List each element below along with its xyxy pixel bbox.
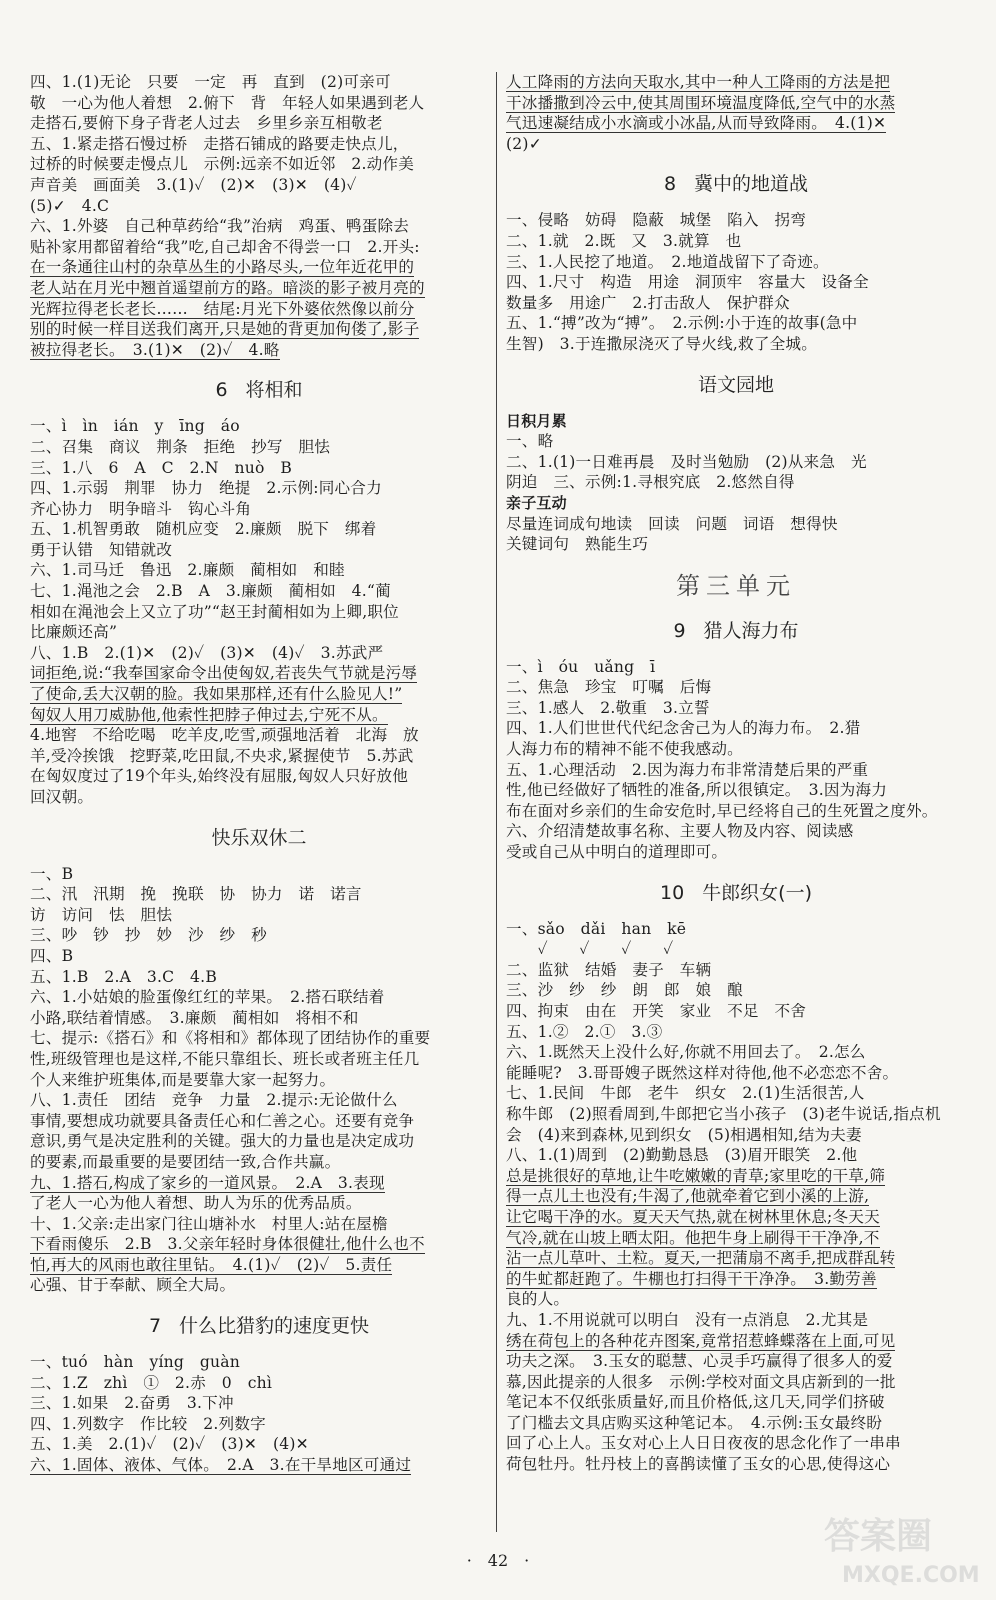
answer-line-text: 个人来维护班集体,而是要靠大家一起努力。 — [30, 1070, 336, 1089]
lesson9-heading — [506, 619, 966, 643]
answer-line-text: 布在面对乡亲们的生命安危时,早已经将自己的生死置之度外。 — [506, 801, 938, 820]
answer-line — [30, 519, 488, 540]
answer-line — [30, 705, 488, 726]
answer-line — [30, 864, 488, 885]
answer-line — [30, 905, 488, 926]
answer-line-text: 了门槛去文具店购买这种笔记本。 4.示例:玉女最终盼 — [506, 1413, 883, 1432]
answer-line-text: 二、监狱 结婚 妻子 车辆 — [506, 960, 712, 979]
answer-line — [30, 946, 488, 967]
lesson7-title: 什么比猎豹的速度更快 — [179, 1315, 370, 1338]
lesson6-heading — [30, 378, 488, 402]
answer-line-text: 受或自己从中明白的道理即可。 — [506, 843, 728, 862]
answer-line — [30, 663, 488, 684]
left-column — [30, 72, 488, 1476]
answer-line-text: 四、1.列数字 作比较 2.列数字 — [30, 1414, 266, 1433]
lesson8-title: 冀中的地道战 — [694, 173, 809, 196]
answer-line — [506, 1372, 966, 1393]
answer-line-text: 三、1.如果 2.奋勇 3.下冲 — [30, 1394, 234, 1413]
answer-line — [506, 472, 966, 493]
answer-line-text: 四、1.尺寸 构造 用途 洞顶牢 容量大 设备全 — [506, 273, 869, 292]
lesson5-answers-part6 — [30, 216, 488, 360]
answer-line-text: 怕,再大的风雨也敢往里钻。 4.(1)✓ (2)✓ 5.责任 — [30, 1255, 393, 1274]
answer-line-text: 良的人。 — [506, 1290, 570, 1309]
answer-line-text: 回汉朝。 — [30, 788, 94, 806]
answer-line — [506, 1331, 966, 1352]
answer-line-text: 六、1.外婆 自己种草药给“我”治病 鸡蛋、鸭蛋除去 — [30, 217, 410, 236]
answer-line-text: 气冷,就在山坡上晒太阳。他把牛身上刷得干干净净,不 — [506, 1228, 880, 1247]
answer-line-text: 五、1.B 2.A 3.C 4.B — [30, 967, 217, 986]
lesson10-answers — [506, 919, 966, 1475]
answer-line — [30, 237, 488, 258]
answer-line — [506, 1269, 966, 1290]
answer-line-text: 二、1.(1)一日难再晨 及时当勉励 (2)从来急 光 — [506, 452, 867, 471]
answer-line — [30, 1214, 488, 1235]
answer-line-text: 贴补家用都留着给“我”吃,自己却舍不得尝一口 2.开头: — [30, 237, 420, 256]
answer-line-text: 沾一点儿草叶、土粒。夏天,一把蒲扇不离手,把成群乱转 — [506, 1249, 896, 1268]
yuwen-yuandi-heading — [506, 373, 966, 397]
answer-line-text: 一、tuó hàn yíng guàn — [30, 1353, 241, 1372]
answer-line-text: 干冰播撒到冷云中,使其周围环境温度降低,空气中的水蒸 — [506, 93, 896, 112]
weekend2-heading — [30, 826, 488, 850]
lesson9-number: 9 — [673, 619, 686, 642]
answer-line-text: 小路,联结着情感。 3.廉颇 蔺相如 将相不和 — [30, 1008, 359, 1027]
answer-line — [30, 1008, 488, 1029]
answer-line — [506, 718, 966, 739]
answer-line — [506, 1001, 966, 1022]
answer-line — [506, 1433, 966, 1454]
answer-line — [30, 540, 488, 561]
answer-line — [506, 698, 966, 719]
answer-line-text: 五、1.心理活动 2.因为海力布非常清楚后果的严重 — [506, 760, 869, 779]
answer-line — [30, 581, 488, 602]
answer-line-text: 齐心协力 明争暗斗 钩心斗角 — [30, 499, 252, 518]
answer-line — [30, 560, 488, 581]
answer-line — [30, 1393, 488, 1414]
answer-line-text: 得一点儿土也没有;牛渴了,他就牵着它到小溪的上游, — [506, 1187, 870, 1206]
lesson8-heading — [506, 172, 966, 196]
answer-line — [30, 1173, 488, 1194]
answer-line — [30, 216, 488, 237]
lesson8-number: 8 — [663, 173, 677, 196]
answer-line-text: 勇于认错 知错就改 — [30, 540, 173, 559]
answer-line-text: 气迅速凝结成小水滴或小冰晶,从而导致降雨。 4.(1)✕ — [506, 114, 887, 133]
answer-line-text: 让它喝干净的水。夏天天气热,就在树林里休息;冬天天 — [506, 1207, 880, 1226]
lesson8-answers — [506, 210, 966, 354]
answer-line-text: 一、B — [30, 864, 74, 883]
answer-line — [30, 319, 488, 340]
lesson6-answers — [30, 416, 488, 807]
answer-line-text: 一、ì óu uǎng ī — [506, 657, 656, 676]
answer-line-text: 六、1.小姑娘的脸蛋像红红的苹果。 2.搭石联结着 — [30, 988, 385, 1007]
answer-line — [506, 272, 966, 293]
answer-line — [506, 821, 966, 842]
answer-line — [30, 1090, 488, 1111]
weekend2-answers — [30, 864, 488, 1296]
answer-line-text: 一、侵略 妨碍 隐蔽 城堡 陷入 拐弯 — [506, 211, 807, 230]
answer-line-text: 被拉得老长。 3.(1)✕ (2)✓ 4.略 — [30, 340, 280, 359]
answer-line — [506, 1104, 966, 1125]
answer-line — [506, 231, 966, 252]
answer-line — [30, 967, 488, 988]
answer-line — [506, 1145, 966, 1166]
riji-answers — [506, 431, 966, 493]
answer-line-text: 十、1.父亲:走出家门往山塘补水 村里人:站在屋檐 — [30, 1214, 388, 1233]
answer-line — [30, 1131, 488, 1152]
answer-line-text: 声音美 画面美 3.(1)✓ (2)✕ (3)✕ (4)✓ — [30, 175, 357, 194]
answer-line-text: 三、1.感人 2.敬重 3.立誓 — [506, 698, 710, 717]
qinzi-answers — [506, 514, 966, 555]
answer-line-text: 五、1.机智勇敢 随机应变 2.廉颇 脱下 绑着 — [30, 520, 377, 539]
answer-line-text: 功夫之深。 3.玉女的聪慧、心灵手巧赢得了很多人的爱 — [506, 1352, 893, 1371]
lesson7-number: 7 — [148, 1315, 162, 1338]
answer-line — [30, 113, 488, 134]
answer-line — [30, 643, 488, 664]
answer-line — [30, 622, 488, 643]
answer-line-text: 在一条通往山村的杂草丛生的小路尽头,一位年近花甲的 — [30, 258, 415, 277]
answer-line-text: 四、1.人们世世代代纪念舍己为人的海力布。 2.猎 — [506, 719, 861, 738]
answer-line-text: 四、B — [30, 946, 74, 965]
right-column — [506, 72, 966, 1475]
answer-line — [30, 458, 488, 479]
answer-line-text: 六、1.司马迁 鲁迅 2.廉颇 蔺相如 和睦 — [30, 561, 345, 580]
answer-line — [506, 514, 966, 535]
answer-line — [506, 1042, 966, 1063]
answer-line-text: 匈奴人用刀威胁他,他索性把脖子伸过去,宁死不从。 — [30, 705, 388, 724]
answer-line — [506, 252, 966, 273]
answer-line — [30, 1049, 488, 1070]
answer-line — [30, 684, 488, 705]
answer-line-text: 羊,受冷挨饿 挖野菜,吃田鼠,不央求,紧握使节 5.苏武 — [30, 746, 414, 765]
lesson6-title: 将相和 — [245, 379, 303, 402]
answer-line-text: 老人站在月光中翘首遥望前方的路。暗淡的影子被月亮的 — [30, 278, 425, 297]
answer-line — [30, 154, 488, 175]
answer-line — [30, 725, 488, 746]
answer-line-text: 一、略 — [506, 432, 554, 451]
answer-line-text: 二、1.Z zhì ① 2.赤 0 chì — [30, 1373, 273, 1392]
answer-line — [30, 766, 488, 787]
answer-line-text: 二、召集 商议 荆条 拒绝 抄写 胆怯 — [30, 437, 331, 456]
answer-line-text: 生智) 3.于连撒尿浇灭了导火线,救了全城。 — [506, 334, 818, 353]
answer-line-text: 七、1.民间 牛郎 老牛 织女 2.(1)生活很苦,人 — [506, 1084, 865, 1103]
answer-line — [30, 1414, 488, 1435]
lesson6-number: 6 — [215, 379, 228, 402]
answer-line — [30, 257, 488, 278]
answer-line-text: 九、1.不用说就可以明白 没有一点消息 2.尤其是 — [506, 1310, 869, 1329]
answer-line — [506, 72, 966, 93]
answer-line-text: 四、拘束 由在 开笑 家业 不足 不舍 — [506, 1002, 807, 1020]
answer-line — [30, 746, 488, 767]
answer-line — [506, 93, 966, 114]
answer-line — [506, 801, 966, 822]
answer-line-text: 性,班级管理也是这样,不能只靠组长、班长或者班主任几 — [30, 1049, 420, 1068]
answer-line-text: 会 (4)来到森林,见到织女 (5)相遇相知,结为夫妻 — [506, 1125, 862, 1144]
answer-line-text: 四、1.(1)无论 只要 一定 再 直到 (2)可亲可 — [30, 73, 391, 91]
answer-line-text: 五、1.紧走搭石慢过桥 走搭石铺成的路要走快点儿， — [30, 134, 409, 153]
answer-line-text: ✓ ✓ ✓ ✓ — [506, 940, 674, 959]
answer-line — [506, 210, 966, 231]
answer-line-text: 别的时候一样目送我们离开,只是她的背更加佝偻了,影子 — [30, 320, 420, 339]
answer-line — [506, 842, 966, 863]
answer-line-text: 二、汛 汛期 挽 挽联 协 协力 诺 诺言 — [30, 885, 362, 904]
answer-line-text: 尽量连词成句地读 回读 问题 词语 想得快 — [506, 514, 838, 533]
answer-line — [30, 987, 488, 1008]
answer-line — [506, 1248, 966, 1269]
answer-line — [30, 1152, 488, 1173]
answer-line-text: 六、1.既然天上没什么好,你就不用回去了。 2.怎么 — [506, 1043, 866, 1062]
answer-line — [506, 293, 966, 314]
answer-line — [30, 1111, 488, 1132]
lesson5-answers-part4 — [30, 72, 488, 134]
answer-line — [506, 313, 966, 334]
answer-line — [30, 299, 488, 320]
answer-line-text: 阴迫 三、示例:1.寻根究底 2.悠然自得 — [506, 473, 795, 492]
answer-line-text: 一、ì ìn ián y īng áo — [30, 417, 240, 436]
answer-line-text: 的牛虻都赶跑了。牛棚也打扫得干干净净。 3.勤劳善 — [506, 1269, 877, 1288]
answer-line-text: 意识,勇气是决定胜利的关键。强大的力量也是决定成功 — [30, 1132, 415, 1151]
unit-three-title: 第三单元 — [676, 571, 796, 600]
answer-line-text: 下看雨傻乐 2.B 3.父亲年轻时身体很健壮,他什么也不 — [30, 1235, 425, 1254]
answer-line — [30, 93, 488, 114]
answer-line — [30, 1255, 488, 1276]
answer-line — [30, 175, 488, 196]
answer-line-text: 荷包牡丹。牡丹枝上的喜鹊读懂了玉女的心思,使得这心 — [506, 1455, 891, 1474]
watermark-url: MXQE.COM — [842, 1563, 980, 1588]
answer-line-text: 称牛郎 (2)照看周到,牛郎把它当小孩子 (3)老牛说话,指点机 — [506, 1104, 941, 1123]
answer-line-text: 六、介绍清楚故事名称、主要人物及内容、阅读感 — [506, 822, 854, 841]
lesson9-title: 猎人海力布 — [703, 619, 799, 642]
answer-line — [506, 334, 966, 355]
answer-line — [30, 1234, 488, 1255]
answer-line — [506, 1289, 966, 1310]
answer-line-text: 五、1.美 2.(1)✓ (2)✓ (3)✕ (4)✕ — [30, 1435, 309, 1454]
answer-line-text: 回了心上人。玉女对心上人日日夜夜的思念化作了一串串 — [506, 1434, 901, 1453]
answer-line — [506, 134, 966, 155]
answer-line-text: 一、sǎo dǎi han kē — [506, 919, 687, 938]
answer-line-text: 相如在渑池会上又立了功”“赵王封蔺相如为上卿,职位 — [30, 602, 399, 621]
answer-line-text: 三、1.人民挖了地道。 2.地道战留下了奇迹。 — [506, 252, 829, 271]
answer-line-text: 八、1.(1)周到 (2)勤勤恳恳 (3)眉开眼笑 2.他 — [506, 1146, 858, 1165]
answer-line — [506, 113, 966, 134]
answer-line — [30, 1275, 488, 1296]
answer-line-text: 4.地窖 不给吃喝 吃羊皮,吃雪,顽强地活着 北海 放 — [30, 726, 419, 745]
answer-line — [30, 196, 488, 217]
answer-line-text: 光辉拉得老长老长…… 结尾:月光下外婆依然像以前分 — [30, 299, 415, 318]
answer-line — [506, 1022, 966, 1043]
riji-yuelei-label: 日积月累 — [506, 411, 567, 430]
answer-line-text: (5)✓ 4.C — [30, 196, 110, 215]
qinzi-hudong-label: 亲子互动 — [506, 493, 567, 512]
answer-line-text: 笔记本不仅纸张质量好,而且价格低,这几天,同学们挤破 — [506, 1393, 885, 1412]
answer-line — [506, 1351, 966, 1372]
answer-line-text: 三、沙 纱 纱 朗 郎 娘 酿 — [506, 981, 743, 1000]
answer-line — [506, 1413, 966, 1434]
answer-line-text: 人海力布的精神不能不使我感动。 — [506, 740, 743, 759]
answer-line — [506, 739, 966, 760]
answer-line-text: 慕,因此提亲的人很多 示例:学校对面文具店新到的一批 — [506, 1372, 896, 1391]
answer-line-text: 八、1.责任 团结 竞争 力量 2.提示:无论做什么 — [30, 1091, 398, 1110]
answer-line — [506, 919, 966, 940]
answer-line — [506, 1125, 966, 1146]
answer-line — [506, 1392, 966, 1413]
answer-line-text: 在匈奴度过了19个年头,始终没有屈服,匈奴人只好放他 — [30, 767, 409, 786]
answer-line-text: 五、1.② 2.① 3.③ — [506, 1022, 663, 1041]
answer-line — [30, 787, 488, 808]
answer-line-text: 比廉颇还高” — [30, 623, 118, 642]
lesson10-number: 10 — [659, 881, 685, 904]
answer-line — [506, 452, 966, 473]
answer-line — [30, 1373, 488, 1394]
answer-line-text: 七、提示:《搭石》和《将相和》都体现了团结协作的重要 — [30, 1029, 431, 1048]
answer-line-text: 走搭石,要俯下身子背老人过去 乡里乡亲互相敬老 — [30, 114, 383, 133]
answer-line-text: 能睡呢? 3.哥哥嫂子既然这样对待他,他不必恋恋不舍。 — [506, 1063, 899, 1082]
answer-line — [506, 760, 966, 781]
answer-line-text: 事情,要想成功就要具备责任心和仁善之心。还要有竞争 — [30, 1111, 415, 1130]
answer-line — [506, 534, 966, 555]
answer-line-text: 九、1.搭石,构成了家乡的一道风景。 2.A 3.表现 — [30, 1173, 385, 1192]
lesson9-answers — [506, 657, 966, 863]
answer-line — [30, 884, 488, 905]
answer-line-text: 访 访问 怯 胆怯 — [30, 905, 173, 924]
answer-line — [506, 1083, 966, 1104]
lesson7-answers-continued — [506, 72, 966, 154]
answer-line-text: 三、吵 钞 抄 妙 沙 纱 秒 — [30, 926, 267, 945]
answer-line-text: 词拒绝,说:“我奉国家命令出使匈奴,若丧失气节就是污辱 — [30, 664, 418, 683]
lesson5-answers-part5 — [30, 134, 488, 216]
answer-line-text: 数量多 用途广 2.打击敌人 保护群众 — [506, 293, 790, 312]
answer-line — [506, 431, 966, 452]
answer-line-text: 过桥的时候要走慢点儿 示例:远亲不如近邻 2.动作美 — [30, 155, 414, 174]
answer-line-text: 二、1.就 2.既 又 3.就算 也 — [506, 231, 742, 250]
answer-line — [30, 1193, 488, 1214]
answer-line — [30, 278, 488, 299]
answer-line-text: 了老人一心为他人着想、助人为乐的优秀品质。 — [30, 1194, 362, 1213]
answer-line-text: 关键词句 熟能生巧 — [506, 535, 649, 554]
answer-line — [506, 980, 966, 1001]
weekend2-title: 快乐双休二 — [211, 826, 307, 849]
answer-line-text: 六、1.固体、液体、气体。 2.A 3.在干旱地区可通过 — [30, 1456, 412, 1475]
page-number: · 42 · — [466, 1551, 530, 1570]
answer-line-text: 性,他已经做好了牺牲的准备,所以很镇定。 3.因为海力 — [506, 781, 888, 800]
answer-line — [30, 602, 488, 623]
answer-line-text: 四、1.示弱 荆罪 协力 绝提 2.示例:同心合力 — [30, 479, 382, 498]
answer-line-text: 八、1.B 2.(1)✕ (2)✓ (3)✕ (4)✓ 3.苏武严 — [30, 643, 384, 662]
lesson7-answers — [30, 1352, 488, 1476]
answer-line — [506, 939, 966, 960]
answer-line — [30, 134, 488, 155]
answer-line-text: 人工降雨的方法向天取水,其中一种人工降雨的方法是把 — [506, 73, 891, 91]
answer-line — [506, 780, 966, 801]
answer-line-text: 敬 一心为他人着想 2.俯下 背 年轻人如果遇到老人 — [30, 93, 425, 112]
watermark-text: 答案圈 — [824, 1516, 933, 1557]
answer-line-text: 五、1.“搏”改为“搏”。 2.示例:小于连的故事(急中 — [506, 314, 858, 333]
answer-line — [30, 1434, 488, 1455]
lesson10-heading — [506, 881, 966, 905]
answer-line-text: 三、1.八 6 A C 2.N nuò B — [30, 458, 292, 477]
answer-line — [506, 1207, 966, 1228]
answer-line-text: 二、焦急 珍宝 叮嘱 后悔 — [506, 678, 712, 697]
answer-line — [506, 1310, 966, 1331]
answer-line — [30, 416, 488, 437]
answer-line — [30, 1455, 488, 1476]
answer-line — [506, 960, 966, 981]
answer-line — [30, 72, 488, 93]
yuwen-yuandi-title: 语文园地 — [697, 373, 774, 396]
answer-line-text: 绣在荷包上的各种花卉图案,竟常招惹蜂蝶落在上面,可见 — [506, 1331, 896, 1350]
answer-line — [506, 1228, 966, 1249]
answer-line-text: 了使命,丢大汉朝的脸。我如果那样,还有什么脸见人!” — [30, 685, 403, 704]
answer-line-text: 总是挑很好的草地,让牛吃嫩嫩的青草;家里吃的干草,筛 — [506, 1166, 886, 1185]
answer-line-text: 的要素,而最重要的是要团结一致,合作共赢。 — [30, 1152, 341, 1171]
answer-line — [30, 1028, 488, 1049]
answer-line — [30, 499, 488, 520]
answer-line — [30, 340, 488, 361]
answer-line — [506, 677, 966, 698]
answer-line-text: 心强、甘于奉献、顾全大局。 — [30, 1276, 236, 1295]
answer-line — [506, 1166, 966, 1187]
answer-line — [30, 478, 488, 499]
answer-line — [30, 1352, 488, 1373]
column-divider — [496, 72, 497, 1532]
answer-line-text: 七、1.渑池之会 2.B A 3.廉颇 蔺相如 4.“蔺 — [30, 582, 391, 601]
answer-line — [506, 1454, 966, 1475]
answer-line — [506, 1063, 966, 1084]
answer-line — [30, 1070, 488, 1091]
lesson10-title: 牛郎织女(一) — [702, 881, 812, 904]
answer-line — [30, 925, 488, 946]
answer-line — [506, 657, 966, 678]
watermark-logo — [812, 1500, 982, 1592]
answer-line-text: (2)✓ — [506, 134, 542, 153]
answer-line — [30, 437, 488, 458]
lesson7-heading — [30, 1314, 488, 1338]
answer-line — [506, 1186, 966, 1207]
